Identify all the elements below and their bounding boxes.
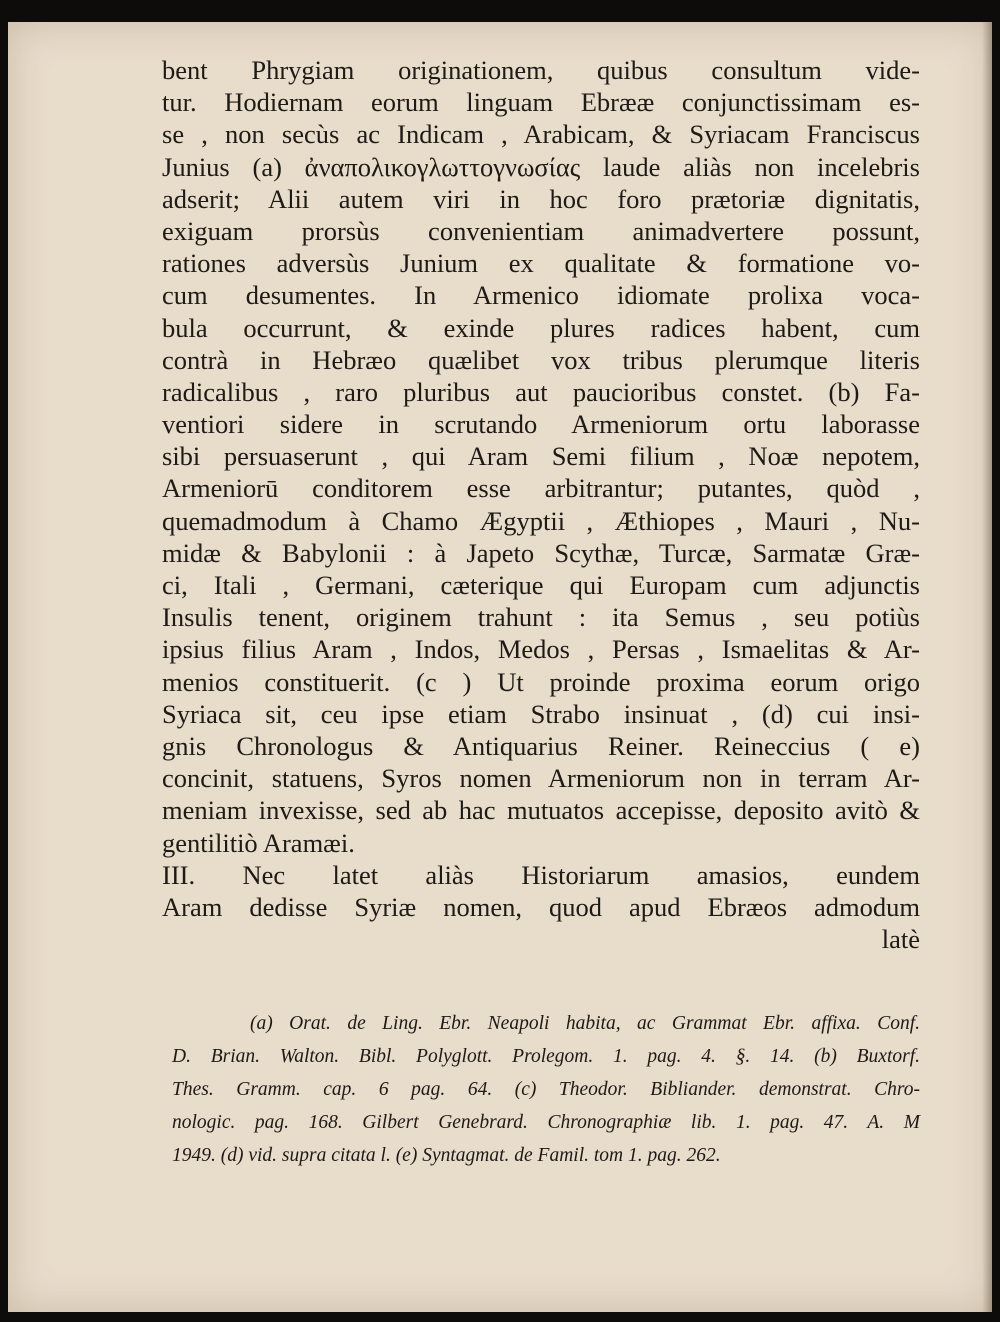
text-line: menios constituerit. (c ) Ut proinde proxima eorum origo <box>162 666 920 697</box>
text-line: ci, Itali , Germani, cæterique qui Europam cum adjunctis <box>162 570 920 600</box>
text-line: Syriaca sit, ceu ipse etiam Strabo insinuat , (d) cui insi- <box>162 698 920 729</box>
footnote-line: (a) Orat. de Ling. Ebr. Neapoli habita, ac Grammat Ebr. affixa. Conf. <box>250 1013 920 1034</box>
section-start-line: III. Nec latet aliàs Historiarum amasios, eundem <box>162 859 920 890</box>
footnote-line: D. Brian. Walton. Bibl. Polyglott. Prolegom. 1. pag. 4. §. 14. (b) Buxtorf. <box>172 1046 920 1067</box>
page-edge-shadow <box>982 22 992 1312</box>
text-line: sibi persuaserunt , qui Aram Semi filium , Noæ nepotem, <box>162 441 920 472</box>
text-line: se , non secùs ac Indicam , Arabicam, & Syriacam Franciscus <box>162 119 920 150</box>
text-line: gnis Chronologus & Antiquarius Reiner. Reineccius ( e) <box>162 730 920 761</box>
main-text <box>162 54 920 955</box>
text-line: contrà in Hebræo quælibet vox tribus plerumque literis <box>162 344 920 375</box>
text-line: Armeniorū conditorem esse arbitrantur; putantes, quòd , <box>162 473 920 504</box>
text-line: radicalibus , raro pluribus aut paucioribus constet. (b) Fa- <box>162 376 920 407</box>
text-line: rationes adversùs Junium ex qualitate & formatione vo- <box>162 248 920 279</box>
text-line: midæ & Babylonii : à Japeto Scythæ, Turcæ, Sarmatæ Græ- <box>162 537 920 568</box>
text-line: adserit; Alii autem viri in hoc foro prætoriæ dignitatis, <box>162 183 920 214</box>
footnote-line: 1949. (d) vid. supra citata l. (e) Syntagmat. de Famil. tom 1. pag. 262. <box>172 1145 721 1166</box>
text-line: meniam invexisse, sed ab hac mutuatos accepisse, deposito avitò & <box>162 795 920 826</box>
text-line: Insulis tenent, originem trahunt : ita Semus , seu potiùs <box>162 602 920 633</box>
text-line: Junius (a) ἀναπολικογλωττογνωσίας laude aliàs non incelebris <box>162 151 920 182</box>
text-line: bula occurrunt, & exinde plures radices habent, cum <box>162 312 920 343</box>
text-line: Aram dedisse Syriæ nomen, quod apud Ebræos admodum <box>162 891 920 922</box>
text-line: tur. Hodiernam eorum linguam Ebrææ conjunctissimam es- <box>162 87 920 118</box>
text-line: bent Phrygiam originationem, quibus consultum vide- <box>162 55 920 85</box>
footnotes <box>172 1007 920 1172</box>
text-line: exiguam prorsùs convenientiam animadvertere possunt, <box>162 215 920 246</box>
text-line: cum desumentes. In Armenico idiomate prolixa voca- <box>162 280 920 311</box>
footnote-line: nologic. pag. 168. Gilbert Genebrard. Chronographiæ lib. 1. pag. 47. A. M <box>172 1112 920 1133</box>
text-line: gentilitiò Aramæi. <box>162 827 355 858</box>
text-line: concinit, statuens, Syros nomen Armeniorum non in terram Ar- <box>162 763 920 794</box>
catchword: latè <box>881 924 920 955</box>
text-line: ipsius filius Aram , Indos, Medos , Persas , Ismaelitas & Ar- <box>162 634 920 665</box>
text-line: ventiori sidere in scrutando Armeniorum ortu laborasse <box>162 409 920 440</box>
text-line: quemadmodum à Chamo Ægyptii , Æthiopes , Mauri , Nu- <box>162 505 920 536</box>
footnote-line: Thes. Gramm. cap. 6 pag. 64. (c) Theodor. Bibliander. demonstrat. Chro- <box>172 1079 920 1100</box>
